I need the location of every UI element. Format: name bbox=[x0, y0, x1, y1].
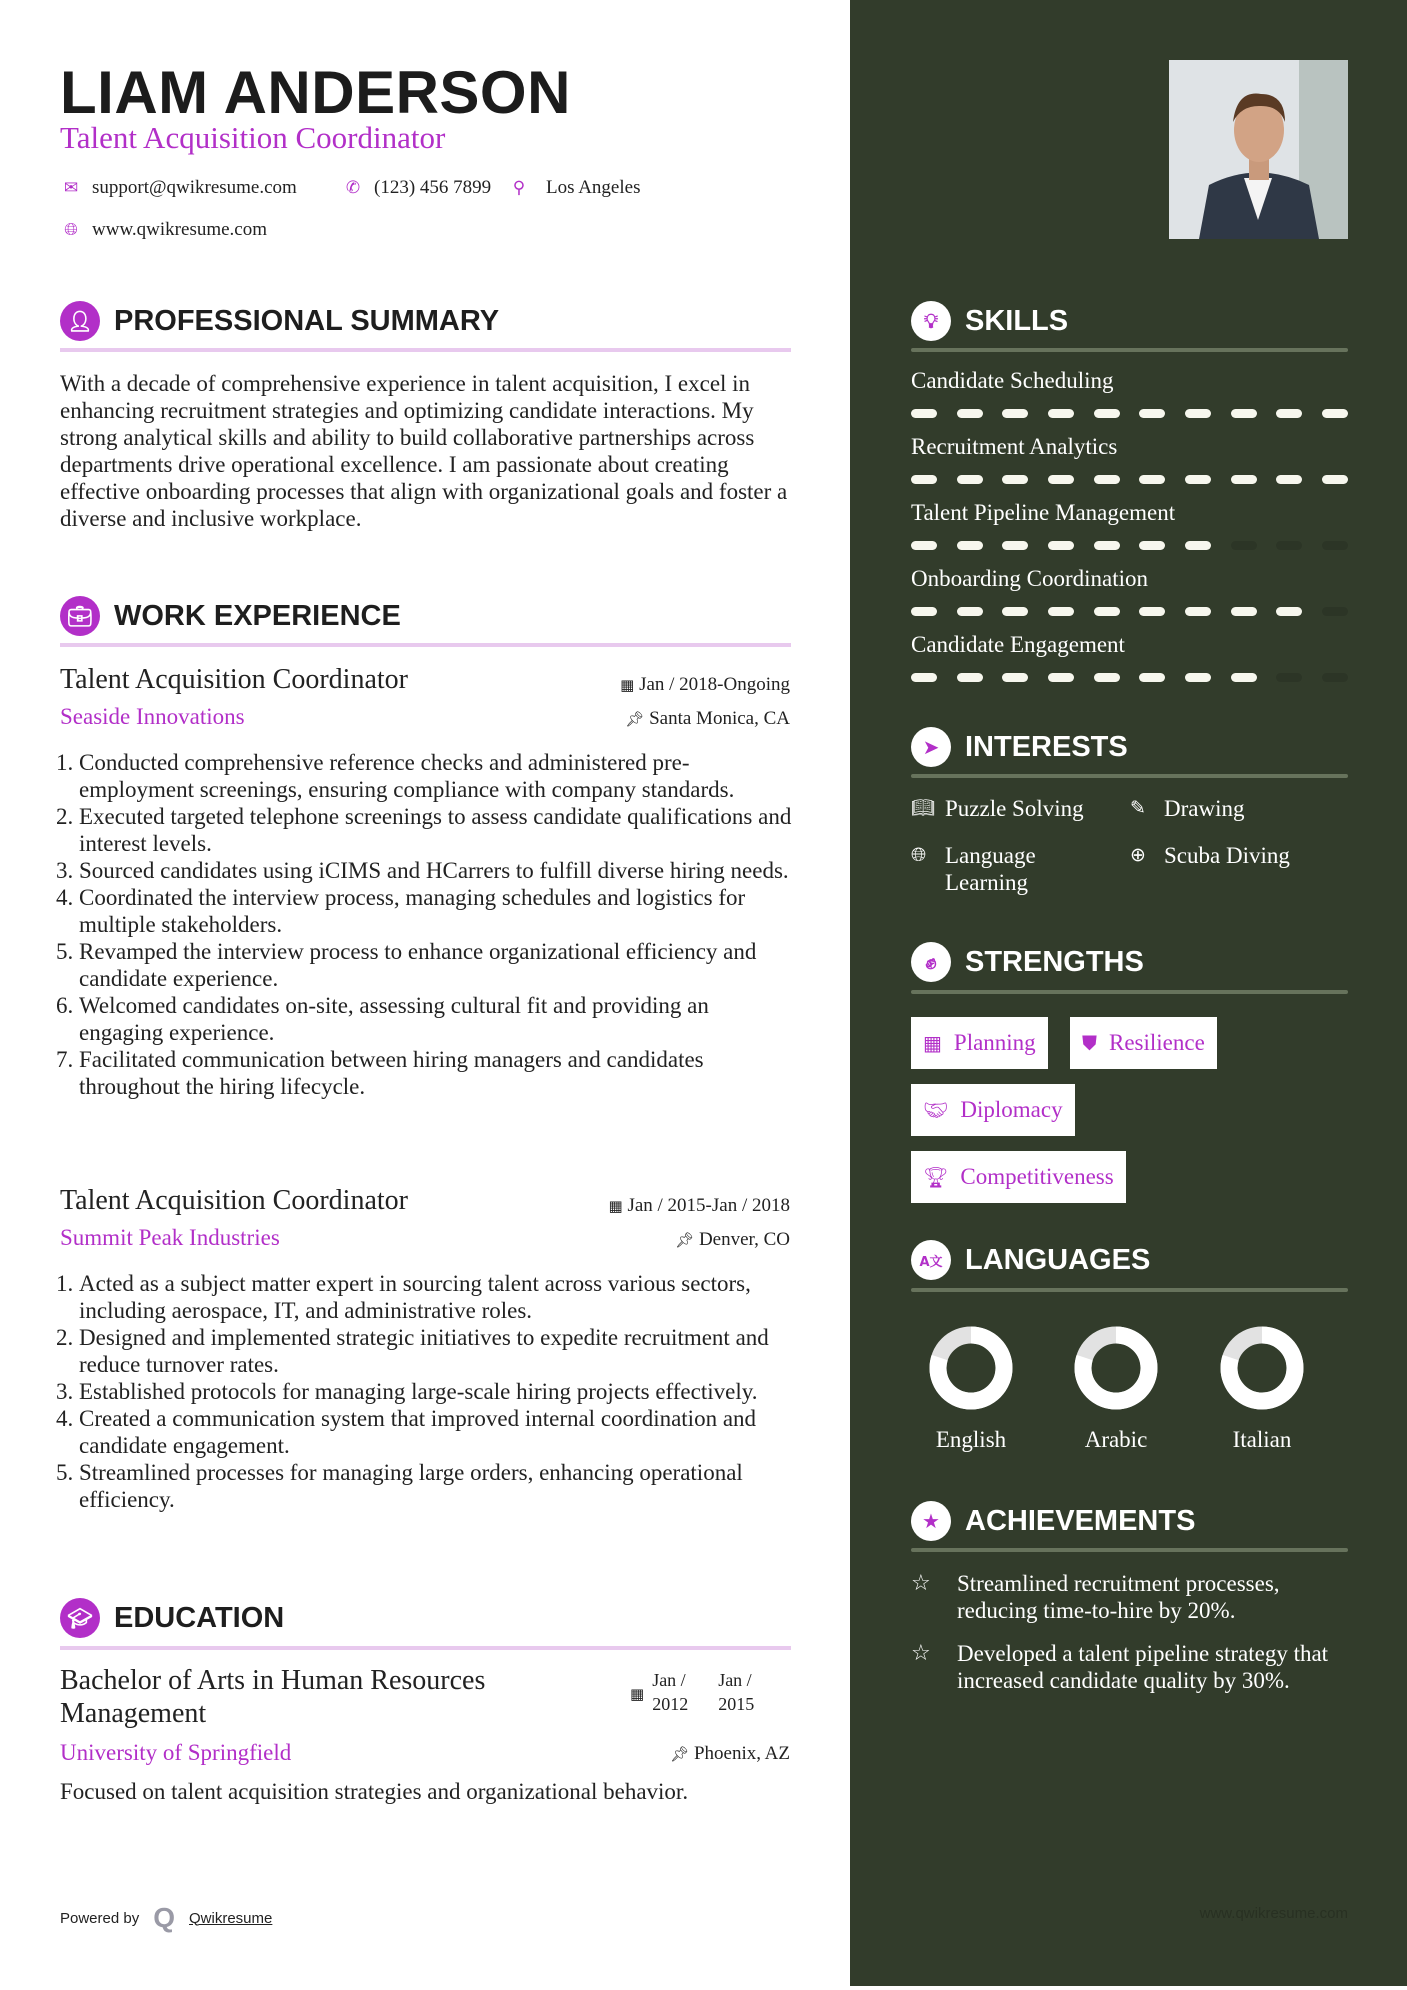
contact-website[interactable] bbox=[60, 219, 267, 241]
job-title: Talent Acquisition Coordinator bbox=[60, 120, 446, 155]
skill-level-segment bbox=[1322, 409, 1348, 418]
start-date: Jan / 2012 bbox=[652, 1670, 689, 1714]
interest-item bbox=[911, 795, 1111, 822]
education-location bbox=[670, 1743, 790, 1765]
skill-level-segment bbox=[1231, 673, 1257, 682]
fist-icon: ✊︎ bbox=[911, 942, 951, 982]
interest-label: Language Learning bbox=[945, 843, 1036, 895]
divider bbox=[60, 1646, 791, 1650]
skill-name: Onboarding Coordination bbox=[911, 566, 1148, 591]
achievement-text: Developed a talent pipeline strategy that increased candidate quality by 30%. bbox=[957, 1641, 1329, 1693]
skill-level-segment bbox=[1094, 673, 1120, 682]
skill-level-segment bbox=[911, 607, 937, 616]
skill-level-segment bbox=[1322, 607, 1348, 616]
skill-level-segment bbox=[1139, 673, 1165, 682]
divider bbox=[911, 774, 1348, 778]
calendar-icon: ▦ bbox=[630, 1685, 645, 1703]
powered-by-text: Powered by bbox=[60, 1909, 140, 1927]
strength-tag bbox=[911, 1151, 1126, 1203]
paper-plane-icon: ➤ bbox=[911, 727, 951, 767]
interests-heading bbox=[911, 727, 1128, 767]
bullet-item: 6. Welcomed candidates on-site, assessing cultural fit and providing an engaging experience. bbox=[79, 992, 795, 1046]
interest-label: Puzzle Solving bbox=[945, 796, 1084, 821]
skill-level-segment bbox=[1276, 409, 1302, 418]
brand-link[interactable]: Qwikresume bbox=[189, 1909, 273, 1927]
job-bullets bbox=[60, 1270, 795, 1513]
heading-text: WORK EXPERIENCE bbox=[114, 599, 401, 632]
globe-icon: 🌐︎ bbox=[911, 844, 927, 866]
skill-level-segment bbox=[1322, 475, 1348, 484]
bullet-item: 2. Designed and implemented strategic initiatives to expedite recruitment and reduce turnover rates. bbox=[79, 1324, 795, 1378]
skill-level-segment bbox=[1094, 475, 1120, 484]
star-icon: ☆ bbox=[911, 1641, 931, 1666]
bullet-item: 3. Sourced candidates using iCIMS and HCarrers to fulfill diverse hiring needs. bbox=[79, 857, 795, 884]
pin-icon: 📌︎ bbox=[675, 1231, 699, 1249]
skill-level-segment bbox=[957, 409, 983, 418]
skill-level-segment bbox=[911, 541, 937, 550]
skill-level-segment bbox=[1276, 541, 1302, 550]
bullet-item: 1. Acted as a subject matter expert in sourcing talent across various sectors, including aerospace, IT, and administrative roles. bbox=[79, 1270, 795, 1324]
skill-level-segment bbox=[1048, 607, 1074, 616]
phone-text: (123) 456 7899 bbox=[374, 177, 492, 198]
skill-level-segment bbox=[1276, 673, 1302, 682]
divider bbox=[911, 348, 1348, 352]
envelope-icon: ✉ bbox=[63, 178, 79, 198]
skill-level-segment bbox=[1048, 409, 1074, 418]
globe-icon: 🌐︎ bbox=[64, 220, 78, 240]
qwikresume-logo-icon: Q bbox=[153, 1902, 175, 1933]
achievement-text: Streamlined recruitment processes, reducing time-to-hire by 20%. bbox=[957, 1571, 1280, 1623]
company-name: Summit Peak Industries bbox=[60, 1225, 280, 1250]
briefcase-icon: 💼︎ bbox=[60, 596, 100, 636]
company-name: Seaside Innovations bbox=[60, 704, 245, 729]
job-bullets bbox=[60, 749, 795, 1100]
skill-level-segment bbox=[1002, 475, 1028, 484]
skill-level-segment bbox=[911, 475, 937, 484]
skill-level-segment bbox=[911, 409, 937, 418]
skill-level-segment bbox=[1048, 475, 1074, 484]
user-icon: 👤︎ bbox=[60, 301, 100, 341]
education-heading bbox=[60, 1598, 284, 1638]
interest-item bbox=[911, 842, 1111, 896]
contact-location bbox=[508, 177, 640, 199]
heading-text: LANGUAGES bbox=[965, 1243, 1151, 1276]
lightbulb-icon: 💡︎ bbox=[911, 301, 951, 341]
skill-level-segment bbox=[1094, 607, 1120, 616]
strength-tag bbox=[1070, 1017, 1217, 1069]
language-donut bbox=[926, 1323, 1016, 1413]
skill-level-segment bbox=[1094, 409, 1120, 418]
shield-icon: ⛊ bbox=[1082, 1031, 1097, 1055]
end-date: Jan / 2015 bbox=[718, 1670, 755, 1714]
map-pin-icon: ⚲ bbox=[512, 178, 526, 198]
footer-url: www.qwikresume.com bbox=[1199, 1905, 1348, 1922]
skill-level-segment bbox=[1002, 409, 1028, 418]
interest-label: Drawing bbox=[1164, 796, 1245, 821]
graduate-icon: 🎓︎ bbox=[60, 1598, 100, 1638]
skill-level-segment bbox=[1231, 607, 1257, 616]
strength-label: Planning bbox=[953, 1030, 1036, 1055]
bullet-item: 1. Conducted comprehensive reference checks and administered pre-employment screenings, ensuring compliance with company standards. bbox=[79, 749, 795, 803]
language-name: Arabic bbox=[1084, 1427, 1148, 1452]
language-name: English bbox=[935, 1427, 1007, 1452]
calendar-icon: ▦ bbox=[608, 1197, 628, 1215]
skill-level-segment bbox=[1185, 409, 1211, 418]
divider bbox=[911, 990, 1348, 994]
skill-level-segment bbox=[1185, 673, 1211, 682]
candidate-name: LIAM ANDERSON bbox=[60, 59, 571, 126]
skill-name: Recruitment Analytics bbox=[911, 434, 1118, 459]
heading-text: STRENGTHS bbox=[965, 945, 1144, 978]
heading-text: ACHIEVEMENTS bbox=[965, 1504, 1196, 1537]
email-text: support@qwikresume.com bbox=[92, 177, 297, 198]
achievements-heading bbox=[911, 1501, 1195, 1541]
skill-level-segment bbox=[1322, 541, 1348, 550]
book-icon: 📖︎ bbox=[911, 797, 936, 819]
date-text: Jan / 2015-Jan / 2018 bbox=[627, 1195, 790, 1216]
interest-item bbox=[1130, 795, 1340, 822]
strength-tag bbox=[911, 1084, 1075, 1136]
skill-level-segment bbox=[911, 673, 937, 682]
skill-level-segment bbox=[957, 541, 983, 550]
bullet-item: 4. Coordinated the interview process, managing schedules and logistics for multiple stakeholders. bbox=[79, 884, 795, 938]
skill-level-segment bbox=[1231, 541, 1257, 550]
skill-level-segment bbox=[1231, 409, 1257, 418]
interest-label: Scuba Diving bbox=[1164, 843, 1290, 868]
education-description: Focused on talent acquisition strategies and organizational behavior. bbox=[60, 1779, 689, 1804]
date-text: Jan / 2018-Ongoing bbox=[639, 674, 790, 695]
bullet-item: 2. Executed targeted telephone screenings to assess candidate qualifications and interest levels. bbox=[79, 803, 795, 857]
strength-label: Diplomacy bbox=[960, 1097, 1063, 1122]
degree: Bachelor of Arts in Human Resources Management bbox=[60, 1665, 486, 1729]
language-donut bbox=[1217, 1323, 1307, 1413]
skill-level-segment bbox=[1094, 541, 1120, 550]
location-text: Los Angeles bbox=[546, 177, 641, 198]
skill-level-segment bbox=[957, 607, 983, 616]
strengths-heading bbox=[911, 942, 1144, 982]
skill-level-bar bbox=[911, 607, 1348, 616]
translate-icon: A文 bbox=[911, 1240, 951, 1280]
job-date bbox=[609, 1195, 791, 1217]
skill-name: Candidate Engagement bbox=[911, 632, 1125, 657]
profile-photo bbox=[1169, 60, 1348, 239]
strength-label: Resilience bbox=[1109, 1030, 1205, 1055]
divider bbox=[911, 1548, 1348, 1552]
summary-text: With a decade of comprehensive experience in talent acquisition, I excel in enhancing recruitment strategies and optimizing candidate interactions. My strong analytical skills and ability to build collaborative partnerships across departments drive operational excellence. I am passionate about creating effective onboarding processes that align with organizational goals and foster a diverse and inclusive workplace. bbox=[60, 371, 788, 531]
job-entry-title: Talent Acquisition Coordinator bbox=[60, 1185, 408, 1216]
location-text: Denver, CO bbox=[698, 1229, 790, 1250]
strength-tag bbox=[911, 1017, 1048, 1069]
summary-heading bbox=[60, 301, 499, 341]
language-name: Italian bbox=[1232, 1427, 1292, 1452]
education-dates bbox=[630, 1668, 768, 1716]
skill-name: Candidate Scheduling bbox=[911, 368, 1114, 393]
skill-level-segment bbox=[1002, 541, 1028, 550]
skill-level-segment bbox=[957, 475, 983, 484]
location-text: Phoenix, AZ bbox=[693, 1743, 790, 1764]
bullet-item: 4. Created a communication system that improved internal coordination and candidate engagement. bbox=[79, 1405, 795, 1459]
job-date bbox=[620, 674, 790, 696]
skill-level-segment bbox=[1139, 475, 1165, 484]
heading-text: PROFESSIONAL SUMMARY bbox=[114, 304, 500, 337]
contact-email[interactable] bbox=[60, 177, 297, 199]
pencil-icon: ✎ bbox=[1130, 797, 1146, 819]
skill-level-segment bbox=[1185, 607, 1211, 616]
bullet-item: 5. Streamlined processes for managing large orders, enhancing operational efficiency. bbox=[79, 1459, 795, 1513]
divider bbox=[60, 348, 791, 352]
skill-level-bar bbox=[911, 475, 1348, 484]
skill-level-bar bbox=[911, 673, 1348, 682]
bullet-item: 7. Facilitated communication between hiring managers and candidates throughout the hiring lifecycle. bbox=[79, 1046, 795, 1100]
bullet-item: 5. Revamped the interview process to enhance organizational efficiency and candidate experience. bbox=[79, 938, 795, 992]
heading-text: SKILLS bbox=[965, 304, 1069, 337]
skill-level-bar bbox=[911, 409, 1348, 418]
skill-level-segment bbox=[1002, 673, 1028, 682]
pin-icon: 📌︎ bbox=[625, 710, 650, 728]
handshake-icon: 🤝︎ bbox=[923, 1098, 949, 1122]
star-icon: ★ bbox=[911, 1501, 951, 1541]
skill-level-segment bbox=[1231, 475, 1257, 484]
calendar-icon: ▦ bbox=[620, 676, 640, 694]
skill-level-segment bbox=[1276, 475, 1302, 484]
trophy-icon: 🏆︎ bbox=[923, 1165, 949, 1189]
location-text: Santa Monica, CA bbox=[649, 708, 790, 729]
heading-text: INTERESTS bbox=[965, 730, 1128, 763]
skill-level-segment bbox=[1048, 673, 1074, 682]
job-location bbox=[625, 708, 790, 730]
work-heading bbox=[60, 596, 401, 636]
school: University of Springfield bbox=[60, 1740, 292, 1765]
skill-level-segment bbox=[1139, 607, 1165, 616]
language-donut bbox=[1071, 1323, 1161, 1413]
contact-phone bbox=[342, 177, 491, 199]
achievement-item bbox=[911, 1640, 1348, 1694]
skills-heading bbox=[911, 301, 1068, 341]
skill-level-segment bbox=[1322, 673, 1348, 682]
skill-level-segment bbox=[1276, 607, 1302, 616]
divider bbox=[911, 1288, 1348, 1292]
skill-name: Talent Pipeline Management bbox=[911, 500, 1176, 525]
powered-by bbox=[60, 1902, 272, 1934]
pin-icon: 📌︎ bbox=[670, 1745, 694, 1763]
skill-level-segment bbox=[1185, 475, 1211, 484]
calendar-icon: ▦ bbox=[923, 1031, 942, 1055]
interest-item bbox=[1130, 842, 1340, 869]
skill-level-segment bbox=[1139, 409, 1165, 418]
skill-level-segment bbox=[957, 673, 983, 682]
skill-level-bar bbox=[911, 541, 1348, 550]
divider bbox=[60, 643, 791, 647]
heading-text: EDUCATION bbox=[114, 1601, 285, 1634]
phone-icon: ✆ bbox=[345, 178, 361, 198]
job-entry-title: Talent Acquisition Coordinator bbox=[60, 664, 408, 695]
languages-heading bbox=[911, 1240, 1150, 1280]
website-text: www.qwikresume.com bbox=[92, 219, 268, 240]
skill-level-segment bbox=[1048, 541, 1074, 550]
bullet-item: 3. Established protocols for managing large-scale hiring projects effectively. bbox=[79, 1378, 795, 1405]
achievement-item bbox=[911, 1570, 1348, 1624]
skill-level-segment bbox=[1002, 607, 1028, 616]
star-icon: ☆ bbox=[911, 1571, 931, 1596]
skill-level-segment bbox=[1185, 541, 1211, 550]
job-location bbox=[675, 1229, 790, 1251]
skill-level-segment bbox=[1139, 541, 1165, 550]
life-ring-icon: ⊕ bbox=[1130, 844, 1146, 866]
strength-label: Competitiveness bbox=[960, 1164, 1114, 1189]
